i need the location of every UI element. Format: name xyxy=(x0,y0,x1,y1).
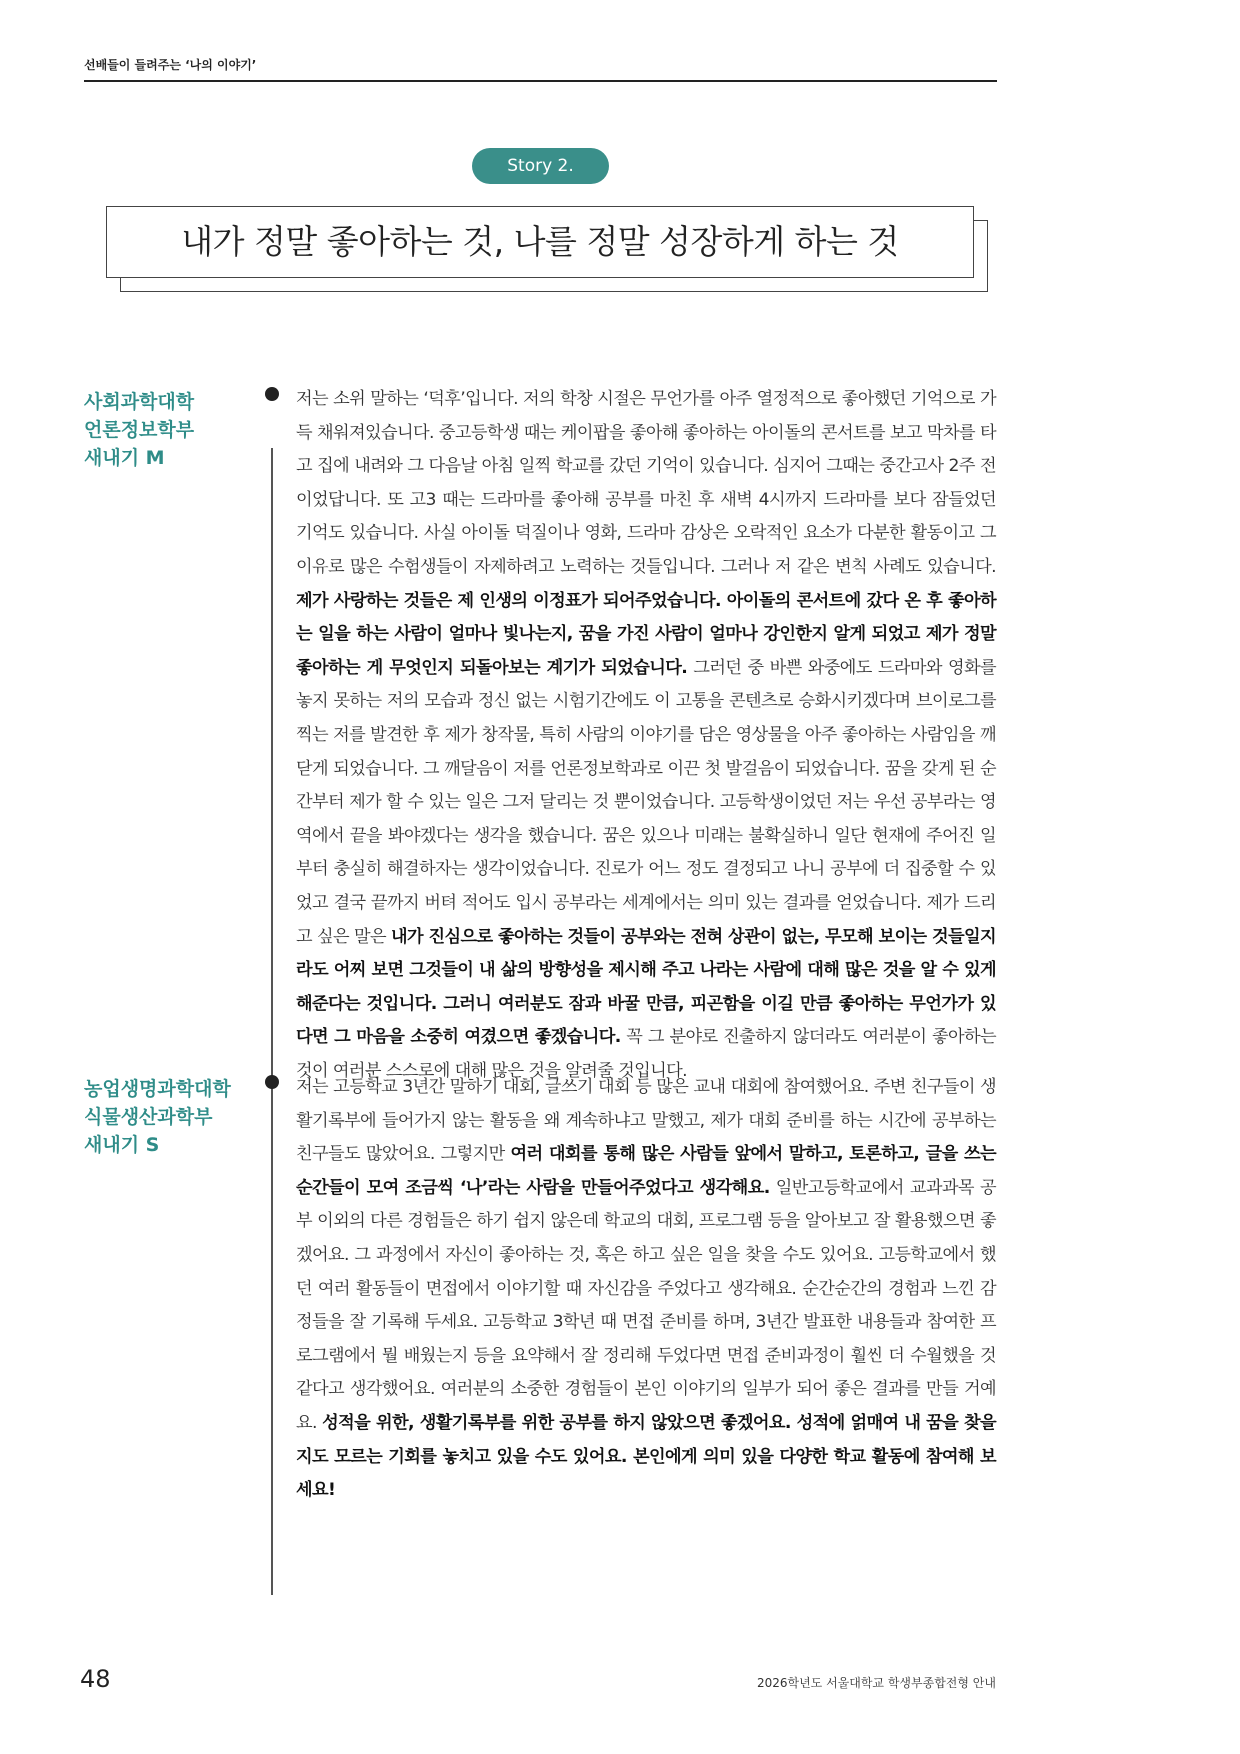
body-text: 저는 고등학교 3년간 말하기 대회, 글쓰기 대회 등 많은 교내 대회에 참여했어요. 주변 친구들이 생활기록부에 들어가지 않는 활동을 왜 계속하냐고 말했고, 제가 대회 준비를 하는 시간에 공부하는 친구들도 많았어요. 그렇지만 xyxy=(296,1077,996,1165)
body-text: 그러던 중 바쁜 와중에도 드라마와 영화를 놓지 못하는 저의 모습과 정신 없는 시험기간에도 이 고통을 콘텐츠로 승화시키겠다며 브이로그를 찍는 저를 발견한 후 제가 창작물, 특히 사람의 이야기를 담은 영상물을 아주 좋아하는 사람임을 깨닫게 되었습니다. 그 깨달음이 저를 언론정보학과로 이끈 첫 발걸음이 되었습니다. 꿈을 갖게 된 순간부터 제가 할 수 있는 일은 그저 달리는 것 뿐이었습니다. 고등학생이었던 저는 우선 공부라는 영역에서 끝을 봐야겠다는 생각을 했습니다. 꿈은 있으나 미래는 불확실하니 일단 현재에 주어진 일부터 충실히 해결하자는 생각이었습니다. 진로가 어느 정도 결정되고 나니 공부에 더 집중할 수 있었고 결국 끝까지 버텨 적어도 입시 공부라는 세계에서는 의미 있는 결과를 얻었습니다. 제가 드리고 싶은 말은 xyxy=(296,657,996,947)
emphasis-text: 성적을 위한, 생활기록부를 위한 공부를 하지 않았으면 좋겠어요. 성적에 얽매여 내 꿈을 찾을지도 모르는 기회를 놓치고 있을 수도 있어요. 본인에게 의미 있을 다양한 학교 활동에 참여해 보세요! xyxy=(296,1412,996,1501)
emphasis-text: 제가 사랑하는 것들은 제 인생의 이정표가 되어주었습니다. 아이돌의 콘서트에 갔다 온 후 좋아하는 일을 하는 사람이 얼마나 빛나는지, 꿈을 가진 사람이 얼마나 강인한지 알게 되었고 제가 정말 좋아하는 게 무엇인지 되돌아보는 계기가 되었습니다. xyxy=(296,590,996,678)
department-name: 식물생산과학부 xyxy=(84,1106,213,1128)
story-label-pill: Story 2. xyxy=(472,148,609,184)
section-label-1 xyxy=(84,388,274,472)
footer-publication-title: 2026학년도 서울대학교 학생부종합전형 안내 xyxy=(756,1676,996,1690)
section-label-2 xyxy=(84,1075,274,1159)
body-text: 저는 소위 말하는 ‘덕후’입니다. 저의 학창 시절은 무언가를 아주 열정적으로 좋아했던 기억으로 가득 채워져있습니다. 중고등학생 때는 케이팝을 좋아해 좋아하는 아이돌의 콘서트를 보고 막차를 타고 집에 내려와 그 다음날 아침 일찍 학교를 갔던 기억이 있습니다. 심지어 그때는 중간고사 2주 전이었답니다. 또 고3 때는 드라마를 좋아해 공부를 마친 후 새벽 4시까지 드라마를 보다 잠들었던 기억도 있습니다. 사실 아이돌 덕질이나 영화, 드라마 감상은 오락적인 요소가 다분한 활동이고 그 이유로 많은 수험생들이 자제하려고 노력하는 것들입니다. 그러나 저 같은 변칙 사례도 있습니다. xyxy=(296,389,996,577)
emphasis-text: 여러 대회를 통해 많은 사람들 앞에서 말하고, 토론하고, 글을 쓰는 순간들이 모여 조금씩 ‘나’라는 사람을 만들어주었다고 생각해요. xyxy=(296,1144,996,1198)
timeline-line xyxy=(271,448,273,1595)
student-name: 새내기 S xyxy=(84,1134,160,1156)
header-rule xyxy=(84,80,997,82)
body-text: 꼭 그 분야로 진출하지 않더라도 여러분이 좋아하는 것이 여러분 스스로에 대해 많은 것을 알려줄 것입니다. xyxy=(296,1027,996,1081)
page-number: 48 xyxy=(80,1665,111,1693)
title-box xyxy=(106,206,974,278)
story-body-1 xyxy=(296,383,996,1088)
emphasis-text: 내가 진심으로 좋아하는 것들이 공부와는 전혀 상관이 없는, 무모해 보이는 것들일지라도 어찌 보면 그것들이 내 삶의 방향성을 제시해 주고 나라는 사람에 대해 많은 것을 알 수 있게 해준다는 것입니다. 그러니 여러분도 잠과 바꿀 만큼, 피곤함을 이길 만큼 좋아하는 무언가가 있다면 그 마음을 소중히 여겼으면 좋겠습니다. xyxy=(296,926,996,1048)
story-title: 내가 정말 좋아하는 것, 나를 정말 성장하게 하는 것 xyxy=(181,222,899,261)
college-name: 사회과학대학 xyxy=(84,391,195,413)
department-name: 언론정보학부 xyxy=(84,419,195,441)
running-head: 선배들이 들려주는 ‘나의 이야기’ xyxy=(84,58,257,72)
body-text: 일반고등학교에서 교과과목 공부 이외의 다른 경험들은 하기 쉽지 않은데 학교의 대회, 프로그램 등을 알아보고 잘 활용했으면 좋겠어요. 그 과정에서 자신이 좋아하는 것, 혹은 하고 싶은 일을 찾을 수도 있어요. 고등학교에서 했던 여러 활동들이 면접에서 이야기할 때 자신감을 주었다고 생각해요. 순간순간의 경험과 느낀 감정들을 잘 기록해 두세요. 고등학교 3학년 때 면접 준비를 하며, 3년간 발표한 내용들과 참여한 프로그램에서 뭘 배웠는지 등을 요약해서 잘 정리해 두었다면 면접 준비과정이 훨씬 더 수월했을 것 같다고 생각했어요. 여러분의 소중한 경험들이 본인 이야기의 일부가 되어 좋은 결과를 만들 거예요. xyxy=(296,1177,996,1433)
college-name: 농업생명과학대학 xyxy=(84,1078,231,1100)
student-name: 새내기 M xyxy=(84,447,165,469)
story-body-2 xyxy=(296,1071,996,1508)
